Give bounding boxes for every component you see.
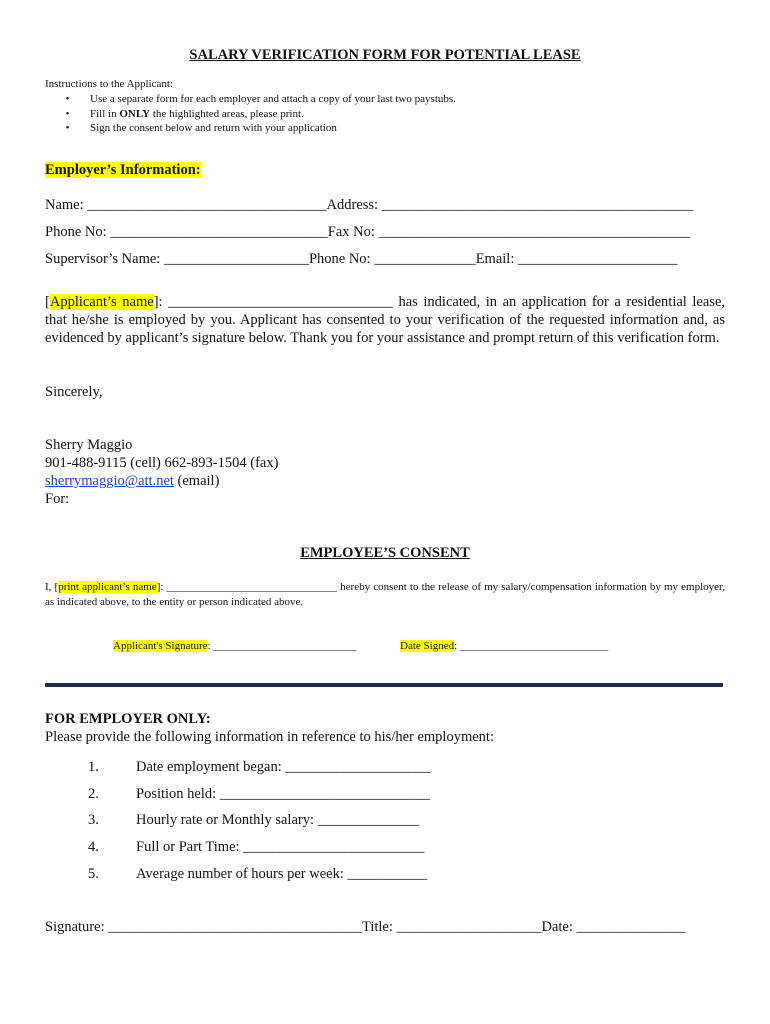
employer-info-heading: Employer’s Information: (45, 162, 201, 178)
letter-paragraph: [Applicant’s name]: _______________________________ has indicated, in an application for a residential lease, that he/she is employed by you. Applicant has consented to your verification of the requested information and, as evidenced by applicant’s signature below. Thank you for your assistance and prompt return of this verification form. (45, 294, 726, 346)
consent-name-field[interactable]: ]: _______________________________ hereby consent to the release of my salary/compensation information by my employer, as indicated above, to the entity or person indicated above. (45, 581, 726, 608)
sender-phones: 901-488-9115 (cell) 662-893-1504 (fax) (45, 455, 279, 471)
date-signed-field[interactable]: : ___________________________ (454, 640, 609, 652)
employer-item[interactable]: 1. Date employment began: ____________________ (88, 759, 431, 775)
instructions-list (45, 92, 456, 136)
employer-only-heading: FOR EMPLOYER ONLY: (45, 711, 211, 727)
employer-item[interactable]: 4. Full or Part Time: _________________________ (88, 839, 425, 855)
consent-paragraph: I, [print applicant’s name]: _______________________________ hereby consent to the release of my salary/compensation information by my employer, as indicated above, to the entity or person indicated above. (45, 581, 726, 608)
for-line: For: (45, 491, 70, 507)
print-name-label: print applicant’s name (58, 581, 157, 593)
date-signed-row (400, 640, 608, 652)
employer-item[interactable]: 5. Average number of hours per week: ___________ (88, 866, 428, 882)
closing: Sincerely, (45, 384, 103, 400)
employer-signature-row[interactable]: Signature: ___________________________________Title: ____________________Date: _______________ (45, 919, 686, 935)
email-link[interactable]: sherrymaggio@att.net (45, 473, 174, 489)
employer-name-address-row[interactable]: Name: _________________________________Address: ___________________________________________ (45, 197, 694, 213)
form-title: SALARY VERIFICATION FORM FOR POTENTIAL LEASE (189, 47, 581, 63)
employer-only-intro: Please provide the following information in reference to his/her employment: (45, 729, 494, 745)
applicant-signature-label: Applicant's Signature (113, 640, 208, 652)
employer-item[interactable]: 3. Hourly rate or Monthly salary: ______________ (88, 812, 420, 828)
date-signed-label: Date Signed (400, 640, 455, 652)
sender-name: Sherry Maggio (45, 437, 133, 453)
employer-phone-fax-row[interactable]: Phone No: ______________________________Fax No: ___________________________________________ (45, 224, 691, 240)
instruction-item: • Fill in ONLY the highlighted areas, please print. (65, 107, 304, 120)
supervisor-row[interactable]: Supervisor’s Name: ____________________Phone No: ______________Email: ______________________ (45, 251, 678, 267)
applicant-name-label: Applicant’s name (49, 294, 154, 310)
instruction-item: • Use a separate form for each employer and attach a copy of your last two paystubs. (65, 93, 456, 105)
consent-heading: EMPLOYEE’S CONSENT (300, 545, 470, 561)
applicant-signature-field[interactable]: : __________________________ (207, 640, 357, 652)
section-divider (45, 683, 723, 687)
applicant-signature-row (113, 640, 356, 652)
sender-email-line: sherrymaggio@att.net (email) (45, 473, 220, 489)
employer-item[interactable]: 2. Position held: _____________________________ (88, 786, 431, 802)
instruction-item: • Sign the consent below and return with your application (65, 122, 337, 134)
instructions-heading: Instructions to the Applicant: (45, 78, 174, 90)
applicant-name-field[interactable]: _______________________________ (162, 294, 399, 310)
